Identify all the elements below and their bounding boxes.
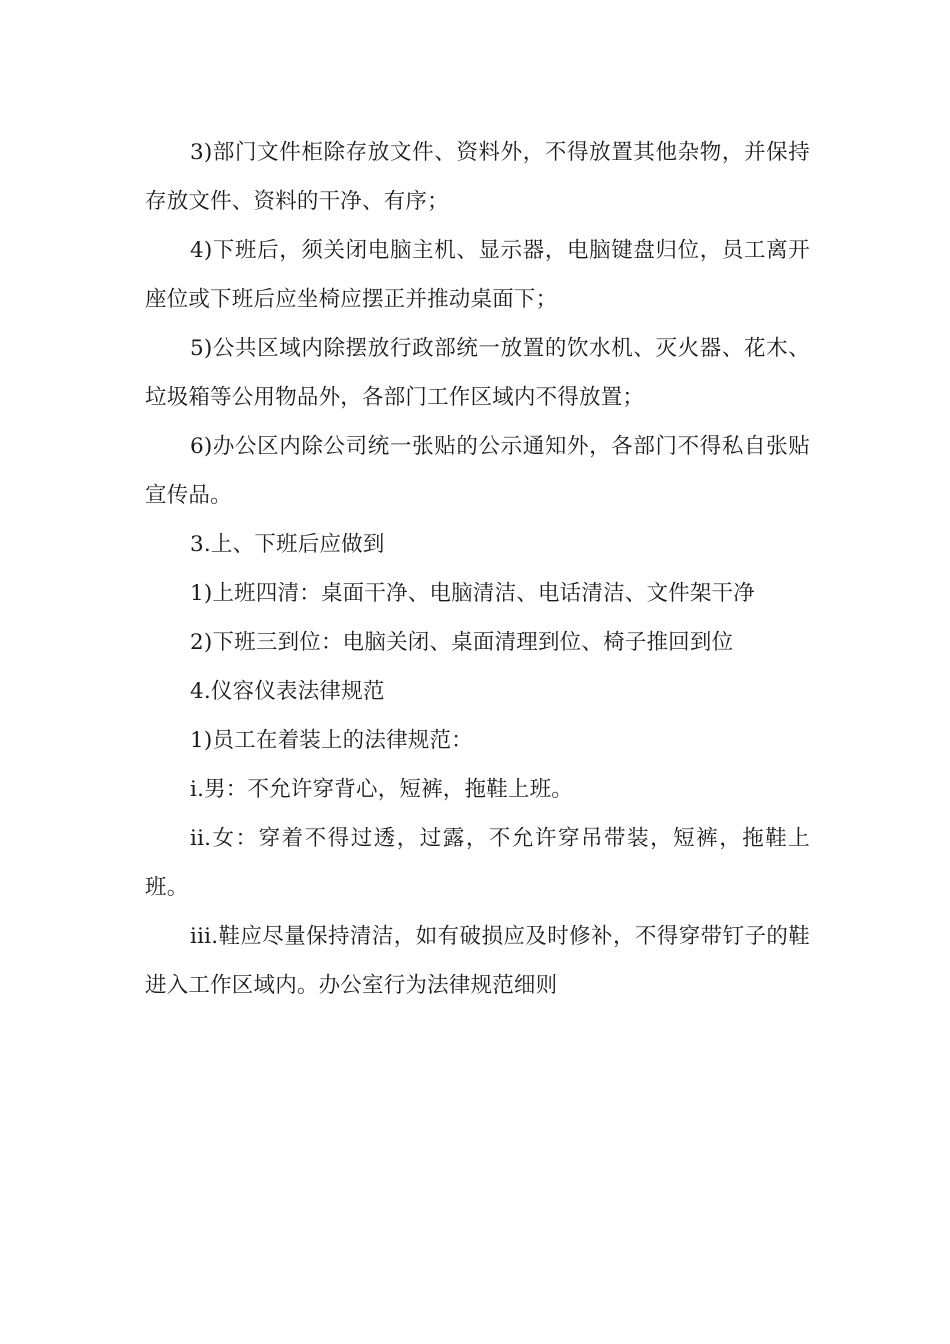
paragraph-cabinet-rule: 3)部门文件柜除存放文件、资料外，不得放置其他杂物，并保持存放文件、资料的干净、有序； (145, 140, 810, 214)
paragraph-three-in-place: 2)下班三到位：电脑关闭、桌面清理到位、椅子推回到位 (190, 630, 734, 655)
paragraph-public-area-rule: 5)公共区域内除摆放行政部统一放置的饮水机、灭火器、花木、垃圾箱等公用物品外，各部门工作区域内不得放置； (145, 336, 810, 410)
paragraph-male-dress: i.男：不允许穿背心，短裤，拖鞋上班。 (190, 777, 574, 802)
document-body (145, 128, 810, 1010)
paragraph-posting-rule: 6)办公区内除公司统一张贴的公示通知外，各部门不得私自张贴宣传品。 (145, 434, 810, 508)
paragraph-female-dress: ii.女：穿着不得过透，过露，不允许穿吊带装，短裤，拖鞋上班。 (145, 826, 810, 900)
paragraph-after-work-rule: 4)下班后，须关闭电脑主机、显示器，电脑键盘归位，员工离开座位或下班后应坐椅应摆正并推动桌面下； (145, 238, 810, 312)
section-heading-work-hours: 3.上、下班后应做到 (190, 532, 385, 557)
paragraph-dress-code: 1)员工在着装上的法律规范： (190, 728, 473, 753)
paragraph-shoes-rule: iii.鞋应尽量保持清洁，如有破损应及时修补，不得穿带钉子的鞋进入工作区域内。办公室行为法律规范细则 (145, 924, 810, 998)
section-heading-appearance: 4.仪容仪表法律规范 (190, 679, 385, 704)
paragraph-four-cleans: 1)上班四清：桌面干净、电脑清洁、电话清洁、文件架干净 (190, 581, 755, 606)
